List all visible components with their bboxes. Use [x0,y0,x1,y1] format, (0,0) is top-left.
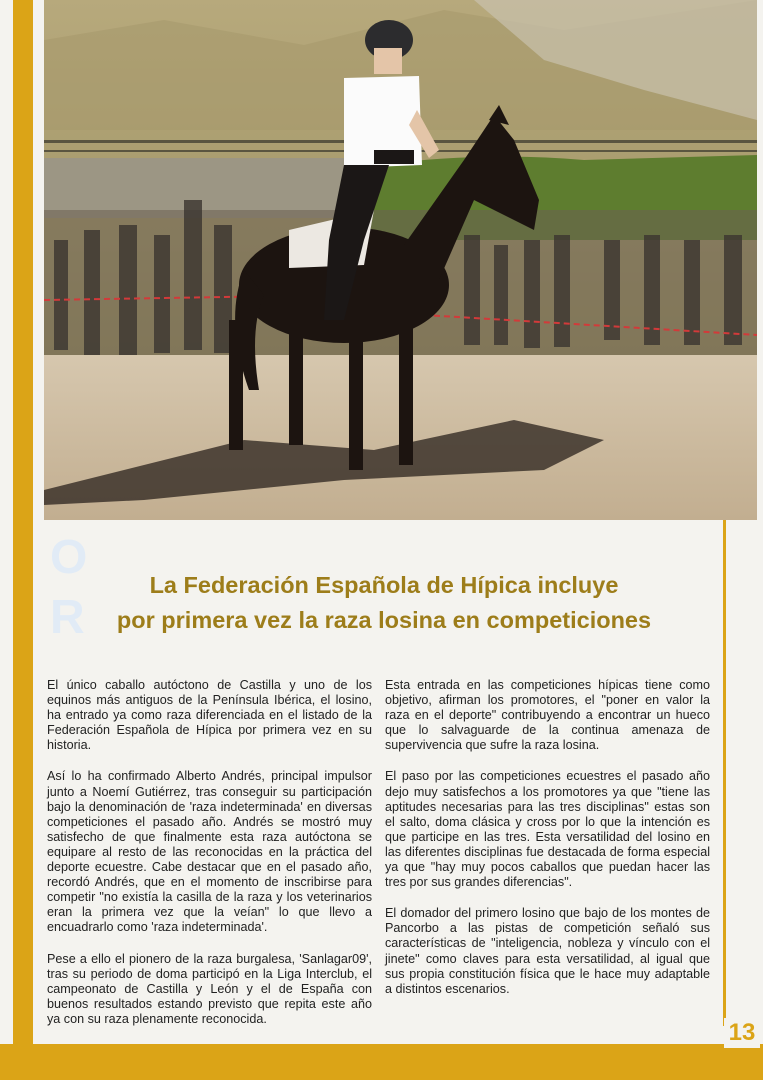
bottom-accent-bar [0,1044,763,1080]
page-number: 13 [724,1018,760,1048]
paragraph: Esta entrada en las competiciones hípicas tiene como objetivo, afirman los promotores, el "poner en valor la raza en el deporte" contribuyendo a encontrar un hueco que lo salvaguarde de la continua amenaza de supervivencia que sufre la raza losina. [385,678,710,753]
paragraph: El paso por las competiciones ecuestres el pasado año dejo muy satisfechos a los promotores ya que "tiene las aptitudes necesarias para las tres disciplinas" estas son el salto, doma clásica y cross por lo que la intención es que participe en las tres. Esta versatilidad del losino en las diferentes disciplinas fue destacada de forma especial ya que "hay muy pocos caballos que puedan hacer las tres por sus grandes diferencias". [385,769,710,890]
bleed-through-decoration: O [50,531,88,584]
paragraph: Así lo ha confirmado Alberto Andrés, principal impulsor junto a Noemí Gutiérrez, tras conseguir su participación bajo la denominación de 'raza indeterminada' en diversas competiciones el pasado año. Andrés se mostró muy satisfecho de que finalmente esta raza autóctona se equipare al resto de las reconocidas en la práctica del deporte ecuestre. Cabe destacar que en el pasado año, recordó Andrés, que en el momento de inscribirse para competir "no existía la casilla de la raza y los veterinarios eran la primera vez que la veían" lo que llevo a encuadrarlo como 'raza indeterminada'. [47,769,372,935]
bleed-through-decoration: R [50,591,85,644]
headline-line-2: por primera vez la raza losina en competiciones [116,607,652,633]
headline-line-1: La Federación Española de Hípica incluye [149,572,619,598]
article-headline [45,568,723,638]
article-column-left [47,678,372,1043]
left-accent-bar [13,0,33,1044]
paragraph: El domador del primero losino que bajo de los montes de Pancorbo a las pistas de competición señaló sus características de "inteligencia, nobleza y vínculo con el jinete" como claves para esta versatilidad, al igual que sus propia constitución física que le hace muy adaptable a distintos escenarios. [385,906,710,996]
right-column-rule [723,520,726,1026]
rider-on-losino-horse-photo [44,0,757,520]
article-column-right [385,678,710,1013]
paragraph: El único caballo autóctono de Castilla y uno de los equinos más antiguos de la Península Ibérica, el losino, ha entrado ya como raza diferenciada en el listado de la Federación Española de Hípica por primera vez en su historia. [47,678,372,753]
paragraph: Pese a ello el pionero de la raza burgalesa, 'Sanlagar09', tras su periodo de doma participó en la Liga Interclub, el campeonato de Castilla y León y el de España con buenos resultados estando previsto que repita este año ya con su raza plenamente reconocida. [47,951,372,1026]
